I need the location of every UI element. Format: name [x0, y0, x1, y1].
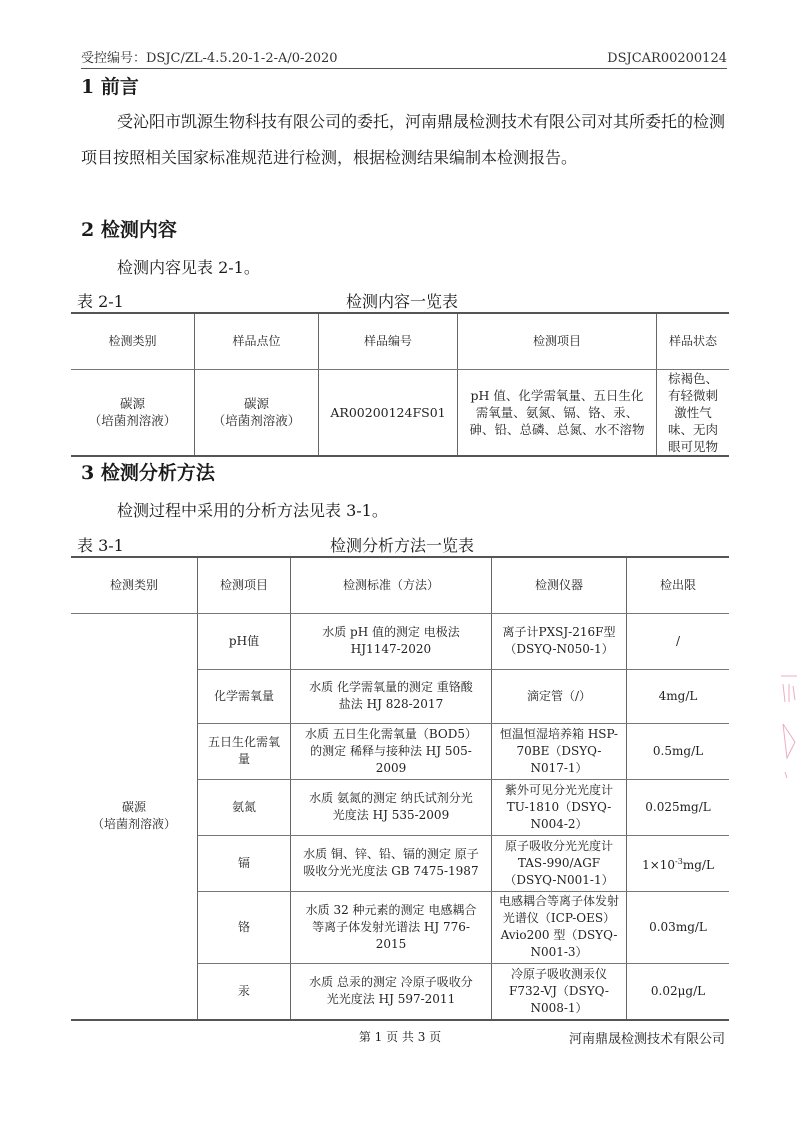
analysis-method-table	[71, 556, 729, 1021]
cell-standard: 水质 pH 值的测定 电极法 HJ1147-2020	[291, 613, 492, 669]
limit-value: $1\times 10^{-3}mg/L$	[642, 856, 714, 872]
cell-site	[195, 369, 319, 456]
table-2-1-title: 检测内容一览表	[345, 292, 458, 311]
cell-limit: 0.03mg/L	[627, 891, 730, 963]
section-3-title: 3 检测分析方法	[81, 462, 215, 484]
table-3-1-title: 检测分析方法一览表	[329, 536, 474, 555]
cell-sample-no: AR00200124FS01	[319, 369, 458, 456]
col-sample-no: 样品编号	[319, 313, 458, 369]
cell-category	[71, 369, 195, 456]
page-number: 第 1 页 共 3 页	[358, 1030, 442, 1044]
col-items: 检测项目	[458, 313, 657, 369]
col-item: 检测项目	[198, 557, 291, 613]
cell-limit: 0.02μg/L	[627, 963, 730, 1020]
cell-standard: 水质 32 种元素的测定 电感耦合等离子体发射光谱法 HJ 776-2015	[291, 891, 492, 963]
cell-item: 镉	[198, 835, 291, 891]
section-1-title: 1 前言	[81, 76, 139, 98]
cell-standard: 水质 铜、锌、铅、镉的测定 原子吸收分光光度法 GB 7475-1987	[291, 835, 492, 891]
cell-instrument: 电感耦合等离子体发射光谱仪（ICP-OES） Avio200 型（DSYQ-N001-3）	[492, 891, 627, 963]
cell-limit: 0.5mg/L	[627, 723, 730, 779]
cell-item: 五日生化需氧量	[198, 723, 291, 779]
cell-category	[71, 613, 198, 1020]
cell-items: pH 值、化学需氧量、五日生化需氧量、氨氮、镉、铬、汞、砷、铅、总磷、总氮、水不溶物	[458, 369, 657, 456]
table-header-row	[71, 313, 729, 369]
category-name: 碳源	[121, 800, 146, 815]
section-3-text: 检测过程中采用的分析方法见表 3-1。	[117, 501, 388, 520]
detection-content-table	[71, 312, 729, 457]
cell-instrument: 恒温恒湿培养箱 HSP-70BE（DSYQ-N017-1）	[492, 723, 627, 779]
cell-instrument: 紫外可见分光光度计 TU-1810（DSYQ-N004-2）	[492, 779, 627, 835]
section-1-paragraph	[81, 104, 727, 176]
table-2-1-label: 表 2-1	[77, 292, 124, 311]
cell-standard: 水质 化学需氧量的测定 重铬酸盐法 HJ 828-2017	[291, 669, 492, 723]
cell-limit: 4mg/L	[627, 669, 730, 723]
cell-item: 化学需氧量	[198, 669, 291, 723]
cell-standard: 水质 氨氮的测定 纳氏试剂分光光度法 HJ 535-2009	[291, 779, 492, 835]
col-standard: 检测标准（方法）	[291, 557, 492, 613]
footer-company: 河南鼎晟检测技术有限公司	[568, 1032, 725, 1047]
cell-instrument: 滴定管（/）	[492, 669, 627, 723]
cell-item: 氨氮	[198, 779, 291, 835]
cell-standard: 水质 五日生化需氧量（BOD5）的测定 稀释与接种法 HJ 505-2009	[291, 723, 492, 779]
col-site: 样品点位	[195, 313, 319, 369]
col-state: 样品状态	[657, 313, 730, 369]
col-category: 检测类别	[71, 557, 198, 613]
report-number: DSJCAR00200124	[607, 51, 727, 66]
cell-instrument: 冷原子吸收测汞仪 F732-VJ（DSYQ-N008-1）	[492, 963, 627, 1020]
cell-item: 汞	[198, 963, 291, 1020]
table-3-1-label: 表 3-1	[77, 536, 124, 555]
seal-stamp-icon	[777, 672, 799, 782]
page-header	[81, 46, 727, 69]
cell-standard: 水质 总汞的测定 冷原子吸收分光光度法 HJ 597-2011	[291, 963, 492, 1020]
section-2-title: 2 检测内容	[81, 219, 177, 241]
cell-limit: 0.025mg/L	[627, 779, 730, 835]
table-row	[71, 369, 729, 456]
site-detail: （培菌剂溶液）	[212, 413, 301, 428]
cell-item: 铬	[198, 891, 291, 963]
section-3-paragraph	[81, 493, 727, 529]
section-2-paragraph	[81, 250, 727, 286]
table-row	[71, 613, 729, 669]
cell-instrument: 离子计PXSJ-216F型（DSYQ-N050-1）	[492, 613, 627, 669]
col-limit: 检出限	[627, 557, 730, 613]
table-header-row	[71, 557, 729, 613]
section-2-text: 检测内容见表 2-1。	[117, 258, 260, 277]
cell-state: 棕褐色、有轻微刺激性气味、无肉眼可见物	[657, 369, 730, 456]
cell-instrument: 原子吸收分光光度计 TAS-990/AGF（DSYQ-N001-1）	[492, 835, 627, 891]
col-category: 检测类别	[71, 313, 195, 369]
control-number: 受控编号：DSJC/ZL-4.5.20-1-2-A/0-2020	[81, 51, 338, 66]
site-name: 碳源	[243, 396, 269, 411]
table-2-1-caption	[77, 289, 727, 312]
col-instrument: 检测仪器	[492, 557, 627, 613]
table-3-1-caption	[77, 533, 727, 556]
cell-limit	[627, 835, 730, 891]
cell-item: pH值	[198, 613, 291, 669]
category-detail: （培菌剂溶液）	[88, 413, 177, 428]
category-detail: （培菌剂溶液）	[91, 817, 176, 832]
cell-limit: /	[627, 613, 730, 669]
section-1-text: 受沁阳市凯源生物科技有限公司的委托，河南鼎晟检测技术有限公司对其所委托的检测项目按照相关国家标准规范进行检测，根据检测结果编制本检测报告。	[81, 112, 726, 167]
category-name: 碳源	[119, 396, 145, 411]
